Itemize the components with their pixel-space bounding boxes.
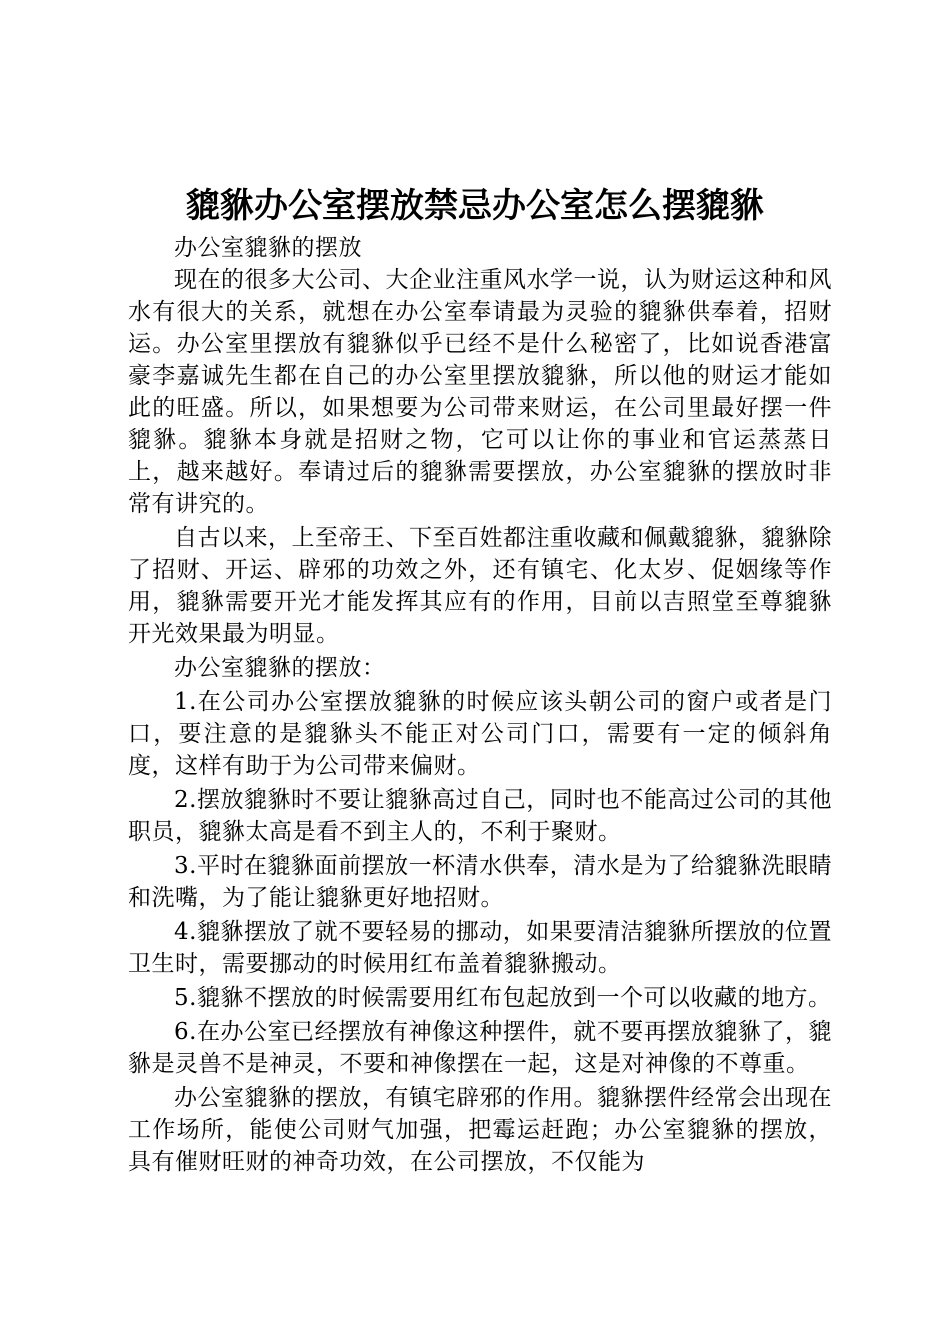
paragraph: 办公室貔貅的摆放，有镇宅辟邪的作用。貔貅摆件经常会出现在工作场所，能使公司财气加强，把霉运赶跑；办公室貔貅的摆放，具有催财旺财的神奇功效，在公司摆放，不仅能为 [128,1085,832,1175]
paragraph: 自古以来，上至帝王、下至百姓都注重收藏和佩戴貔貅，貔貅除了招财、开运、辟邪的功效之外，还有镇宅、化太岁、促姻缘等作用，貔貅需要开光才能发挥其应有的作用，目前以吉照堂至尊貔貅开光效果最为明显。 [128,525,832,647]
document-title: 貔貅办公室摆放禁忌办公室怎么摆貔貅 [186,186,764,226]
paragraph: 1.在公司办公室摆放貔貅的时候应该头朝公司的窗户或者是门口，要注意的是貔貅头不能正对公司门口，需要有一定的倾斜角度，这样有助于为公司带来偏财。 [128,689,832,779]
paragraph: 4.貔貅摆放了就不要轻易的挪动，如果要清洁貔貅所摆放的位置卫生时，需要挪动的时候用红布盖着貔貅搬动。 [128,919,832,977]
paragraph: 办公室貔貅的摆放 [174,235,362,261]
paragraph: 2.摆放貔貅时不要让貔貅高过自己，同时也不能高过公司的其他职员，貔貅太高是看不到主人的，不利于聚财。 [128,787,832,845]
paragraph: 现在的很多大公司、大企业注重风水学一说，认为财运这种和风水有很大的关系，就想在办公室奉请最为灵验的貔貅供奉着，招财运。办公室里摆放有貔貅似乎已经不是什么秘密了，比如说香港富豪李嘉诚先生都在自己的办公室里摆放貔貅，所以他的财运才能如此的旺盛。所以，如果想要为公司带来财运，在公司里最好摆一件貔貅。貔貅本身就是招财之物，它可以让你的事业和官运蒸蒸日上，越来越好。奉请过后的貔貅需要摆放，办公室貔貅的摆放时非常有讲究的。 [128,267,832,517]
paragraph: 6.在办公室已经摆放有神像这种摆件，就不要再摆放貔貅了，貔貅是灵兽不是神灵，不要和神像摆在一起，这是对神像的不尊重。 [128,1019,832,1077]
paragraph: 办公室貔貅的摆放： [174,655,386,681]
document-body [128,232,832,1178]
paragraph: 5.貔貅不摆放的时候需要用红布包起放到一个可以收藏的地方。 [174,985,832,1011]
paragraph: 3.平时在貔貅面前摆放一杯清水供奉，清水是为了给貔貅洗眼睛和洗嘴，为了能让貔貅更好地招财。 [128,853,832,911]
